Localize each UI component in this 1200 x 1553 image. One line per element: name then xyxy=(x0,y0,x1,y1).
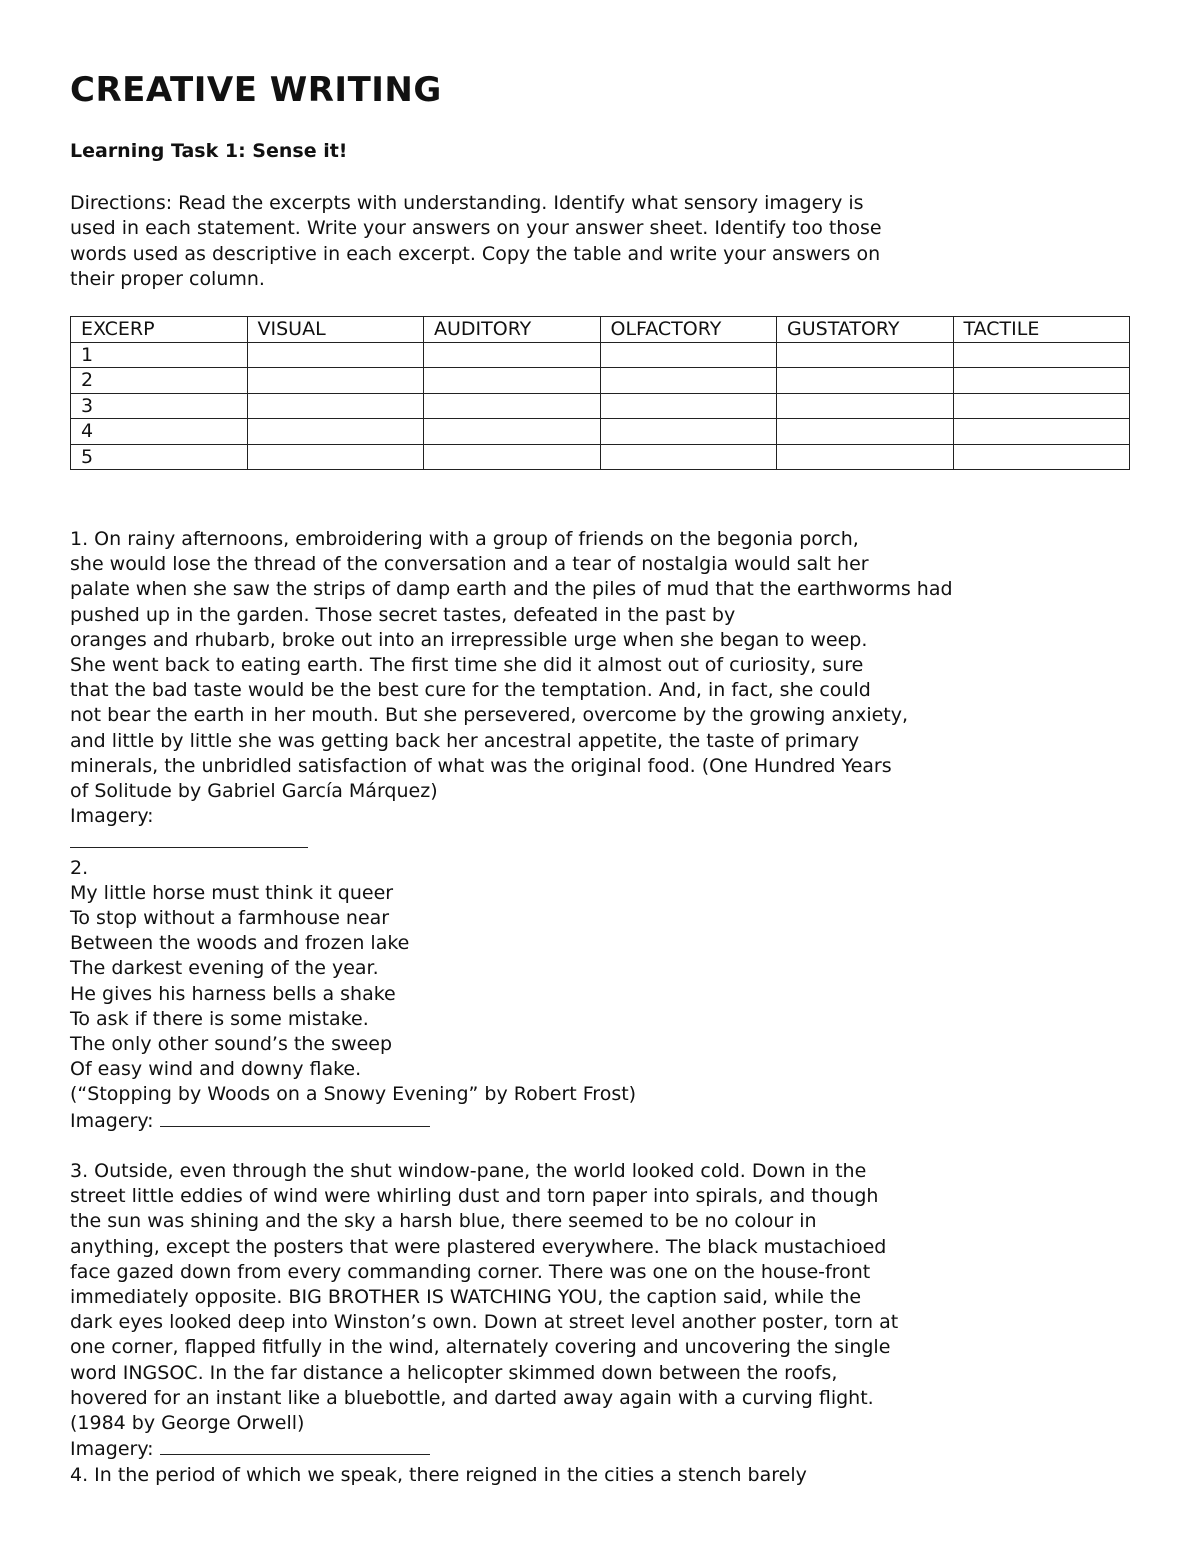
excerpt-2-line: The darkest evening of the year. xyxy=(70,957,379,980)
excerpt-2-line: To ask if there is some mistake. xyxy=(70,1007,369,1030)
header-auditory: AUDITORY xyxy=(424,317,601,343)
table-row xyxy=(71,444,1130,470)
answer-cell[interactable] xyxy=(247,342,424,368)
header-visual: VISUAL xyxy=(247,317,424,343)
row-number: 5 xyxy=(71,444,248,470)
answer-cell[interactable] xyxy=(424,419,601,445)
excerpt-1-line: of Solitude by Gabriel García Márquez) xyxy=(70,780,438,803)
answer-cell[interactable] xyxy=(424,368,601,394)
excerpt-3-line: 3. Outside, even through the shut window-pane, the world looked cold. Down in the xyxy=(70,1160,867,1183)
answer-cell[interactable] xyxy=(247,368,424,394)
excerpt-1-line: She went back to eating earth. The first time she did it almost out of curiosity, sure xyxy=(70,654,864,677)
answer-table xyxy=(70,316,1130,470)
excerpt-1-line: not bear the earth in her mouth. But she persevered, overcome by the growing anxiety, xyxy=(70,704,909,727)
excerpt-1-line: pushed up in the garden. Those secret tastes, defeated in the past by xyxy=(70,603,736,626)
answer-cell[interactable] xyxy=(777,444,954,470)
row-number: 3 xyxy=(71,393,248,419)
directions-line: used in each statement. Write your answers on your answer sheet. Identify too those xyxy=(70,217,882,240)
excerpt-1-imagery-label: Imagery: xyxy=(70,805,154,828)
answer-cell[interactable] xyxy=(424,444,601,470)
excerpt-1-answer-blank[interactable] xyxy=(70,829,953,855)
answer-cell[interactable] xyxy=(777,368,954,394)
answer-cell[interactable] xyxy=(777,419,954,445)
row-number: 2 xyxy=(71,368,248,394)
excerpt-2-line: Of easy wind and downy flake. xyxy=(70,1058,362,1081)
answer-cell[interactable] xyxy=(600,444,777,470)
answer-cell[interactable] xyxy=(953,368,1130,394)
excerpt-3-line: anything, except the posters that were plastered everywhere. The black mustachioed xyxy=(70,1235,887,1258)
excerpt-3-line: street little eddies of wind were whirling dust and torn paper into spirals, and though xyxy=(70,1185,879,1208)
excerpt-1-line: she would lose the thread of the conversation and a tear of nostalgia would salt her xyxy=(70,553,869,576)
answer-cell[interactable] xyxy=(600,393,777,419)
excerpt-3-line: dark eyes looked deep into Winston’s own. Down at street level another poster, torn at xyxy=(70,1311,899,1334)
excerpt-1-line: and little by little she was getting back her ancestral appetite, the taste of primary xyxy=(70,729,860,752)
excerpt-2-line: He gives his harness bells a shake xyxy=(70,982,396,1005)
excerpt-1-line: 1. On rainy afternoons, embroidering with a group of friends on the begonia porch, xyxy=(70,528,859,550)
excerpt-3-imagery-label: Imagery: xyxy=(70,1438,154,1461)
excerpt-1-line: oranges and rhubarb, broke out into an irrepressible urge when she began to weep. xyxy=(70,628,868,651)
answer-cell[interactable] xyxy=(424,342,601,368)
excerpt-3-line: immediately opposite. BIG BROTHER IS WATCHING YOU, the caption said, while the xyxy=(70,1286,862,1309)
excerpt-3-imagery xyxy=(70,1436,953,1462)
excerpts-body xyxy=(70,527,953,1488)
header-tactile: TACTILE xyxy=(953,317,1130,343)
excerpt-3-line: (1984 by George Orwell) xyxy=(70,1412,305,1435)
excerpt-2-line: The only other sound’s the sweep xyxy=(70,1033,393,1056)
table-header-row xyxy=(71,317,1130,343)
header-excerp: EXCERP xyxy=(71,317,248,343)
excerpt-4-line: 4. In the period of which we speak, there reigned in the cities a stench barely xyxy=(70,1463,807,1486)
table-row xyxy=(71,393,1130,419)
answer-cell[interactable] xyxy=(247,419,424,445)
answer-cell[interactable] xyxy=(600,342,777,368)
answer-cell[interactable] xyxy=(247,393,424,419)
table-row xyxy=(71,342,1130,368)
excerpt-1-line: palate when she saw the strips of damp earth and the piles of mud that the earthworms had xyxy=(70,578,953,601)
excerpt-2-line: Between the woods and frozen lake xyxy=(70,932,410,955)
excerpt-2-imagery xyxy=(70,1108,953,1134)
answer-cell[interactable] xyxy=(247,444,424,470)
header-olfactory: OLFACTORY xyxy=(600,317,777,343)
excerpt-3-answer-blank[interactable] xyxy=(160,1436,430,1455)
excerpt-3-line: one corner, flapped fitfully in the wind, alternately covering and uncovering the single xyxy=(70,1336,891,1359)
table-row xyxy=(71,419,1130,445)
table-row xyxy=(71,368,1130,394)
answer-cell[interactable] xyxy=(953,342,1130,368)
answer-cell[interactable] xyxy=(424,393,601,419)
answer-cell[interactable] xyxy=(953,393,1130,419)
excerpt-2-imagery-label: Imagery: xyxy=(70,1109,154,1132)
directions-line: their proper column. xyxy=(70,267,265,290)
excerpt-2-line: To stop without a farmhouse near xyxy=(70,907,390,930)
excerpt-1-line: minerals, the unbridled satisfaction of what was the original food. (One Hundred Years xyxy=(70,754,892,777)
excerpt-3-line: face gazed down from every commanding corner. There was one on the house-front xyxy=(70,1260,871,1283)
excerpt-1-line: that the bad taste would be the best cure for the temptation. And, in fact, she could xyxy=(70,679,871,702)
answer-cell[interactable] xyxy=(600,419,777,445)
excerpt-3-line: hovered for an instant like a bluebottle, and darted away again with a curving flight. xyxy=(70,1386,874,1409)
document-title: CREATIVE WRITING xyxy=(70,70,442,110)
answer-cell[interactable] xyxy=(777,393,954,419)
excerpt-3-line: the sun was shining and the sky a harsh blue, there seemed to be no colour in xyxy=(70,1210,817,1233)
directions-line: Directions: Read the excerpts with understanding. Identify what sensory imagery is xyxy=(70,192,864,214)
excerpt-3-line: word INGSOC. In the far distance a helicopter skimmed down between the roofs, xyxy=(70,1361,838,1384)
row-number: 4 xyxy=(71,419,248,445)
excerpt-2-answer-blank[interactable] xyxy=(160,1108,430,1127)
row-number: 1 xyxy=(71,342,248,368)
answer-cell[interactable] xyxy=(600,368,777,394)
learning-task-heading: Learning Task 1: Sense it! xyxy=(70,140,348,162)
excerpt-2-line: My little horse must think it queer xyxy=(70,881,394,904)
directions-line: words used as descriptive in each excerpt. Copy the table and write your answers on xyxy=(70,242,881,265)
directions-paragraph xyxy=(70,191,882,292)
excerpt-2-number: 2. xyxy=(70,856,89,879)
answer-cell[interactable] xyxy=(953,419,1130,445)
answer-cell[interactable] xyxy=(953,444,1130,470)
excerpt-2-line: (“Stopping by Woods on a Snowy Evening” by Robert Frost) xyxy=(70,1083,637,1106)
header-gustatory: GUSTATORY xyxy=(777,317,954,343)
answer-cell[interactable] xyxy=(777,342,954,368)
section-gap xyxy=(70,1134,953,1159)
